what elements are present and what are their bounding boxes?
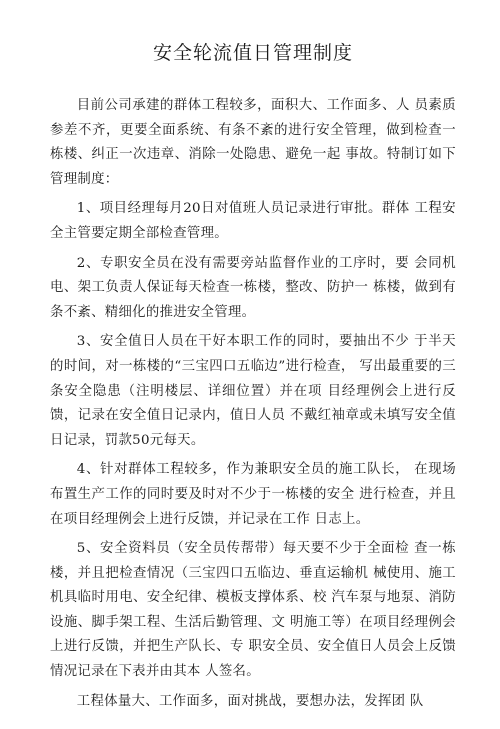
paragraph-rule-1: 1、项目经理每月20日对值班人员记录进行审批。群体 工程安全主管要定期全部检查管理。 — [50, 201, 456, 241]
paragraph-closing: 工程体量大、工作面多，面对挑战，要想办法，发挥团 队 — [76, 693, 424, 709]
paragraph-rule-5: 5、安全资料员（安全员传帮带）每天要不少于全面检 查一栋楼，并且把检查情况（三宝四口五临边、垂直运输机 械使用、施工机具临时用电、安全纪律、模板支撑体系、校 汽车泵与地泵、消防设施、脚手架工程、生活后勤管理、文 明施工等）在项目经理例会上进行反馈，并把生产队长、专 职安全员、安全值日人员会上反馈情况记录在下表并由其本 人签名。 — [50, 541, 456, 680]
document-title: 安全轮流值日管理制度 — [152, 42, 353, 64]
paragraph-rule-2: 2、专职安全员在没有需要旁站监督作业的工序时，要 会同机电、架工负责人保证每天检查一栋楼，整改、防护一 栋楼，做到有条不紊、精细化的推进安全管理。 — [50, 255, 456, 320]
paragraph-rule-3: 3、安全值日人员在干好本职工作的同时，要抽出不少 于半天的时间，对一栋楼的“三宝四口五临边”进行检查， 写出最重要的三条安全隐患（注明楼层、详细位置）并在项 目经理例会上进行反馈，记录在安全值日记录内，值日人员 不戴红袖章或未填写安全值日记录，罚款50元每天。 — [50, 334, 456, 448]
paragraph-rule-4: 4、针对群体工程较多，作为兼职安全员的施工队长， 在现场布置生产工作的同时要及时对不少于一栋楼的安全 进行检查，并且在项目经理例会上进行反馈，并记录在工作 日志上。 — [50, 462, 456, 527]
paragraph-intro: 目前公司承建的群体工程较多，面积大、工作面多、人 员素质参差不齐，更要全面系统、有条不紊的进行安全管理，做到检查一栋楼、纠正一次违章、消除一处隐患、避免一起 事故。特制订如下管理制度： — [50, 98, 456, 187]
